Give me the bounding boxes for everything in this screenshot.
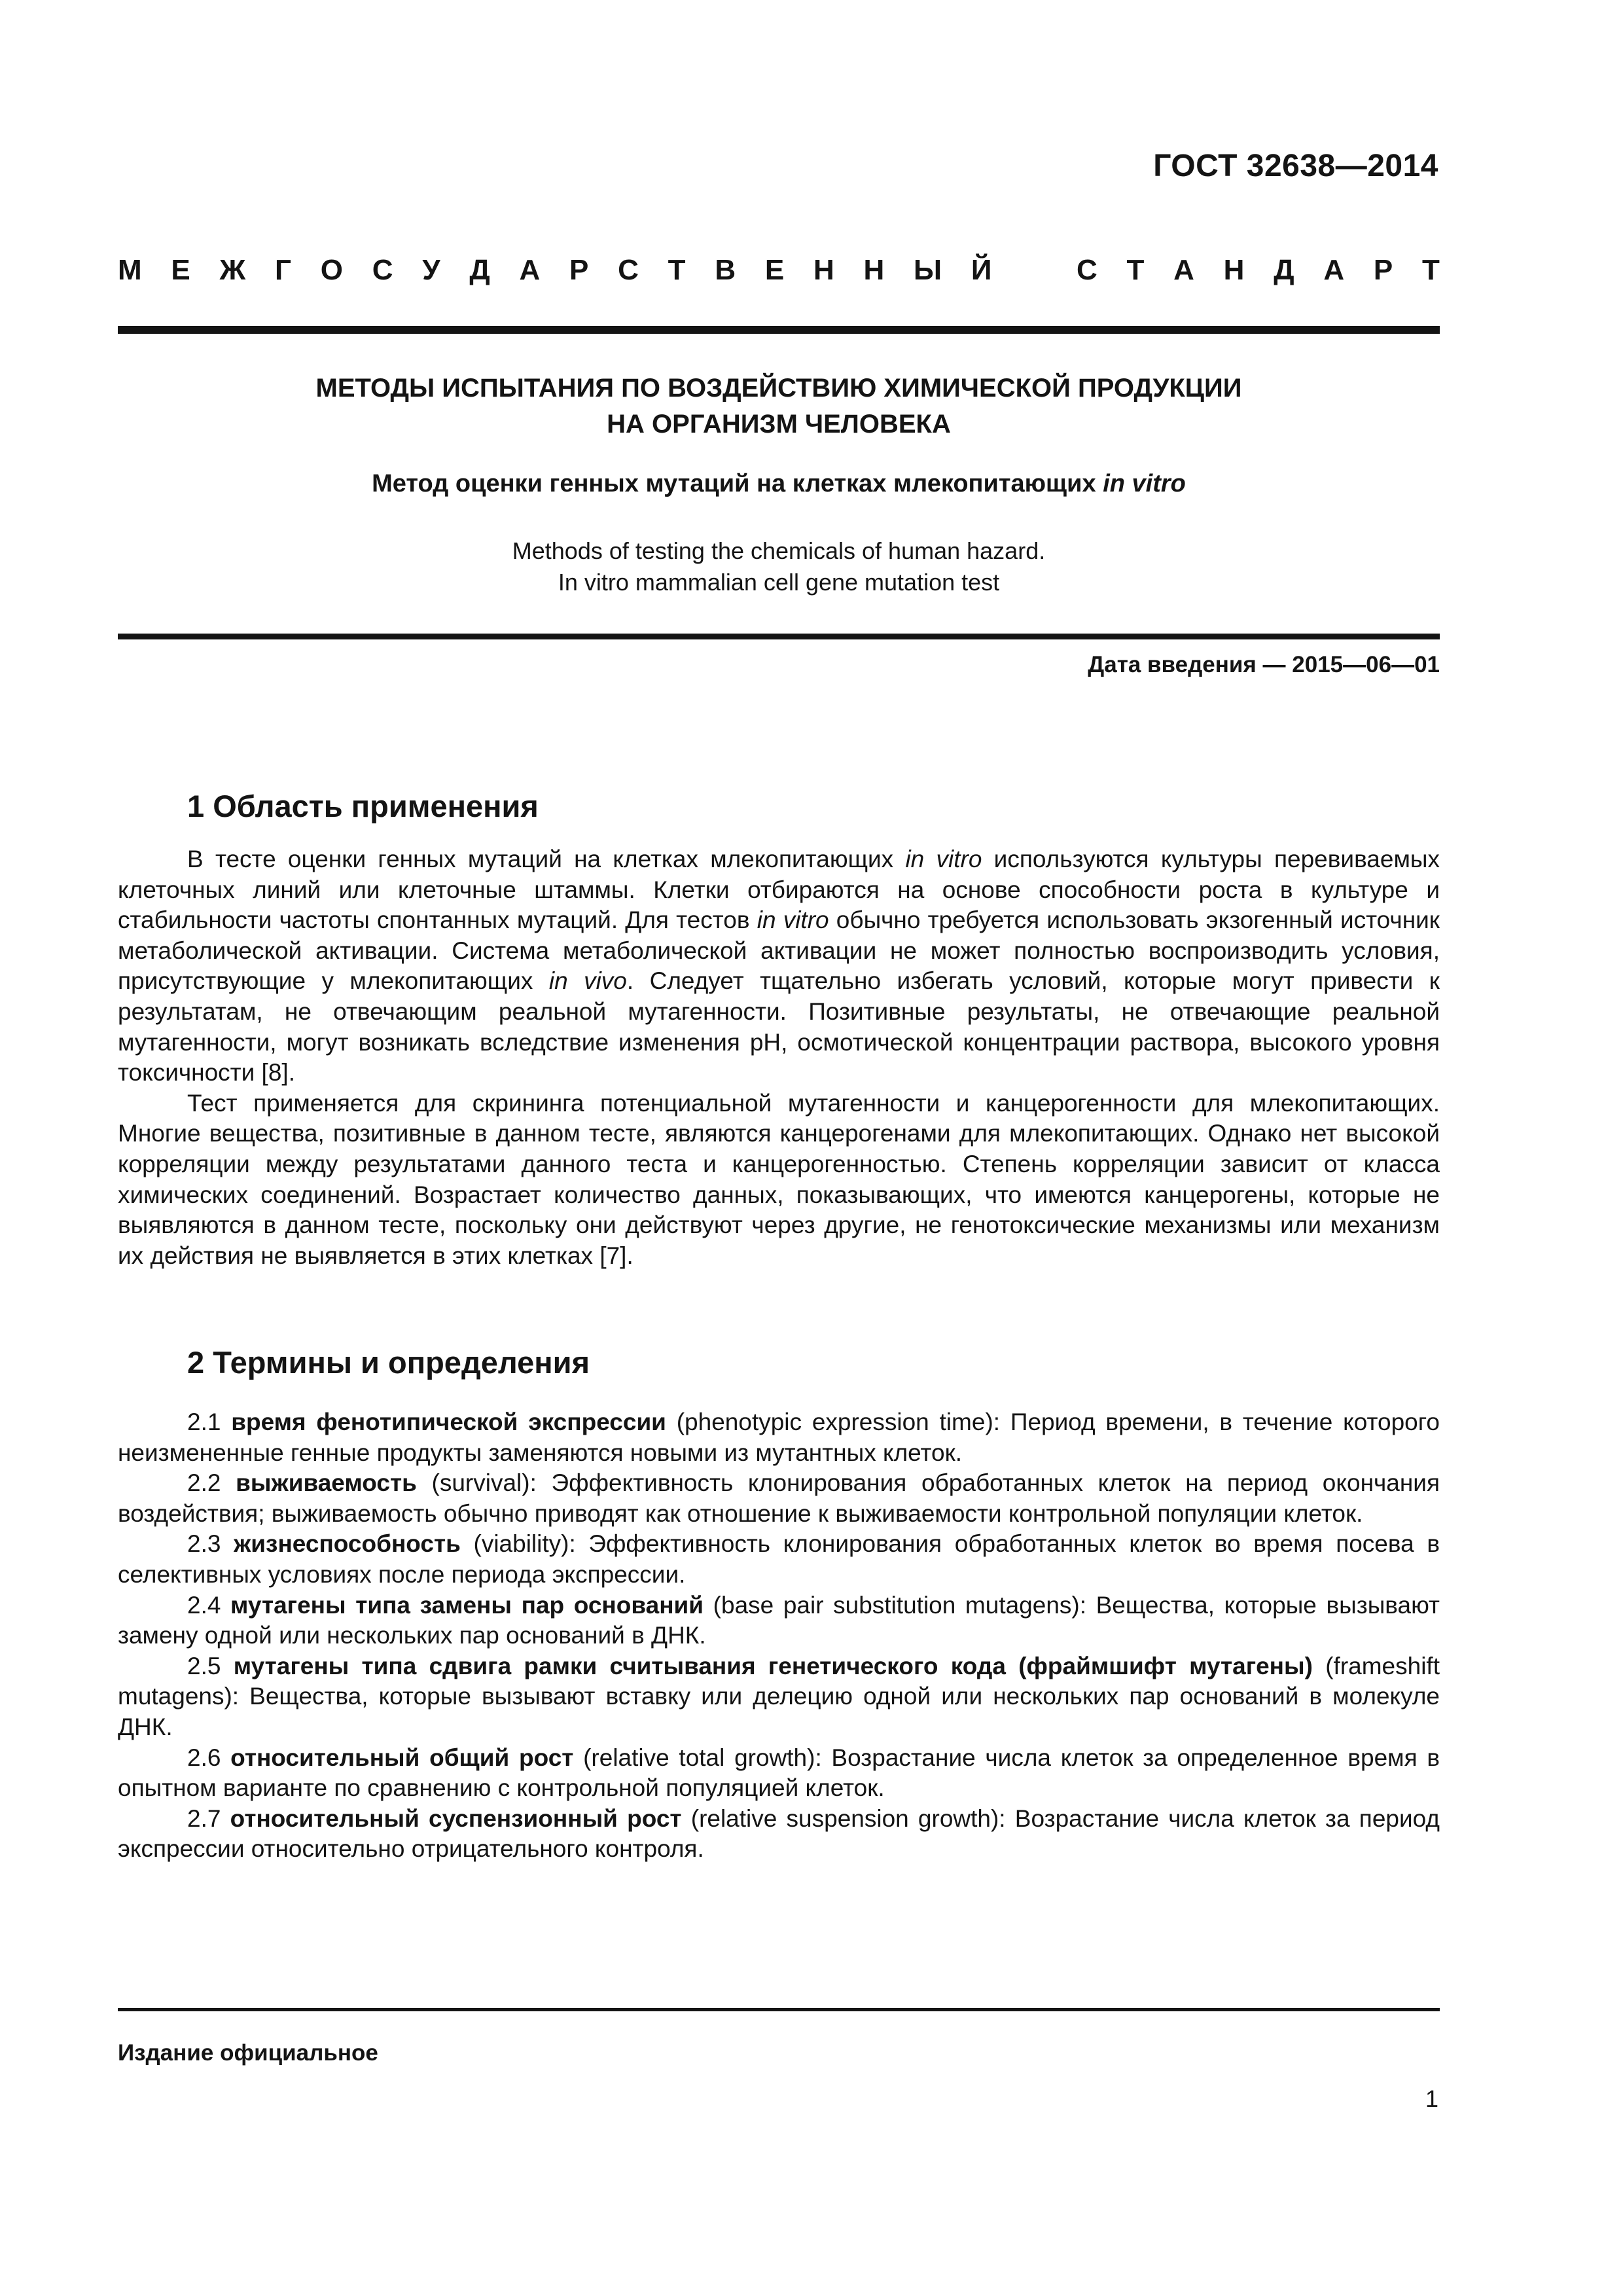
subtitle-italic: in vitro (1103, 470, 1186, 497)
section-body (118, 1407, 1440, 1865)
banner-letter: А (519, 254, 541, 286)
text-run: обычно требуется использовать экзогенный источник метаболической активации. Система метаболической активации не может полностью воспроизводить условия, присутствующие у млекопитающих (118, 906, 1440, 995)
banner-letter: Г (275, 254, 291, 286)
banner-letter: С (372, 254, 393, 286)
english-title-line-1: Methods of testing the chemicals of human hazard. (512, 537, 1046, 564)
banner-letter: Т (1126, 254, 1145, 286)
banner-letter: Р (1373, 254, 1393, 286)
banner-letter: Т (1421, 254, 1440, 286)
text-run: Тест применяется для скрининга потенциальной мутагенности и канцерогенности для млекопитающих. Многие вещества, позитивные в данном тесте, являются канцерогенами для млекопитающих. Однако нет высокой корреляции между результатами данного теста и канцерогенностью. Степень корреляции зависит от класса химических соединений. Возрастает количество данных, показывающих, что имеются канцерогены, которые не выявляются в данном тесте, поскольку они действуют через другие, не генотоксические механизмы или механизм их действия не выявляется в этих клетках [7]. (118, 1089, 1440, 1269)
middle-divider (118, 634, 1440, 639)
term: относительный суспензионный рост (230, 1804, 682, 1832)
banner-letter: Д (469, 254, 490, 286)
definition-paragraph (118, 1468, 1440, 1529)
document-subtitle (118, 470, 1440, 498)
banner-letter: Н (813, 254, 834, 286)
term: мутагены типа сдвига рамки считывания генетического кода (фраймшифт мутагены) (233, 1652, 1313, 1679)
text-run: (survival): Эффективность клонирования обработанных клеток на период окончания воздействия; выживаемость обычно приводят как отношение к выживаемости контрольной популяции клеток. (118, 1469, 1440, 1527)
text-run: 2.3 (187, 1530, 234, 1558)
footer-divider (118, 2008, 1440, 2011)
banner-letter: М (118, 254, 142, 286)
term: жизнеспособность (234, 1530, 461, 1558)
banner-letter: Т (668, 254, 686, 286)
text-run: 2.5 (187, 1652, 234, 1679)
term: мутагены типа замены пар оснований (230, 1591, 704, 1619)
banner-letter: У (422, 254, 440, 286)
term: время фенотипической экспрессии (231, 1408, 666, 1435)
text-run: (relative suspension growth): Возрастание числа клеток за период экспрессии относительно отрицательного контроля. (118, 1804, 1440, 1863)
banner-letter: Е (171, 254, 190, 286)
title-line-1: МЕТОДЫ ИСПЫТАНИЯ ПО ВОЗДЕЙСТВИЮ ХИМИЧЕСКОЙ ПРОДУКЦИИ (315, 374, 1242, 403)
banner-letter: С (1076, 254, 1097, 286)
edition-note: Издание официальное (118, 2040, 378, 2066)
section-body (118, 844, 1440, 1271)
text-run: 2.1 (187, 1408, 232, 1435)
definition-paragraph (118, 1590, 1440, 1651)
italic-term: in vitro (757, 906, 829, 934)
italic-term: in vivo (548, 967, 627, 995)
text-run: (phenotypic expression time): Период времени, в течение которого неизмененные генные продукты заменяются новыми из мутантных клеток. (118, 1408, 1440, 1466)
banner-letter: А (1323, 254, 1345, 286)
text-run: 2.6 (187, 1744, 231, 1771)
body-paragraph (118, 844, 1440, 1088)
section-heading: 1 Область применения (187, 789, 539, 823)
top-divider (118, 326, 1440, 334)
banner-letter: Н (863, 254, 885, 286)
introduction-date: Дата введения — 2015—06—01 (1088, 652, 1440, 677)
text-run: 2.7 (187, 1804, 230, 1832)
english-title (118, 535, 1440, 598)
document-code: ГОСТ 32638—2014 (1153, 149, 1438, 183)
title-line-2: НА ОРГАНИЗМ ЧЕЛОВЕКА (607, 410, 951, 439)
banner-letter: Д (1274, 254, 1294, 286)
banner-letter: Й (971, 254, 992, 286)
text-run: (frameshift mutagens): Вещества, которые вызывают вставку или делецию одной или нескольких пар оснований в молекуле ДНК. (118, 1652, 1440, 1740)
definition-paragraph (118, 1743, 1440, 1804)
banner-gap (1021, 254, 1047, 287)
english-title-line-2: In vitro mammalian cell gene mutation test (558, 569, 1000, 596)
banner-letter: Н (1223, 254, 1245, 286)
text-run: используются культуры перевиваемых клеточных линий или клеточные штаммы. Клетки отбираются на основе способности роста в культуре и стабильности частоты спонтанных мутаций. Для тестов (118, 846, 1440, 934)
banner-letter: С (618, 254, 639, 286)
standard-banner (118, 254, 1440, 287)
banner-letter: О (320, 254, 343, 286)
text-run: . Следует тщательно избегать условий, которые могут привести к результатам, не отвечающим реальной мутагенности. Позитивные результаты, не отвечающие реальной мутагенности, могут возникать вследствие изменения pH, осмотической концентрации раствора, высокого уровня токсичности [8]. (118, 967, 1440, 1086)
definition-paragraph (118, 1804, 1440, 1865)
term: выживаемость (236, 1469, 417, 1497)
text-run: (base pair substitution mutagens): Вещества, которые вызывают замену одной или нескольких пар оснований в ДНК. (118, 1591, 1440, 1649)
definition-paragraph (118, 1529, 1440, 1590)
page-number: 1 (1425, 2085, 1438, 2112)
banner-letter: А (1173, 254, 1194, 286)
banner-letter: Ы (914, 254, 942, 286)
banner-letter: Е (764, 254, 785, 286)
body-paragraph (118, 1088, 1440, 1272)
banner-letter: Ж (219, 254, 246, 286)
italic-term: in vitro (905, 846, 982, 872)
text-run: 2.4 (187, 1591, 231, 1619)
banner-letter: Р (569, 254, 589, 286)
term: относительный общий рост (230, 1744, 574, 1771)
section-heading: 2 Термины и определения (187, 1345, 590, 1380)
text-run: (relative total growth): Возрастание числа клеток за определенное время в опытном варианте по сравнению с контрольной популяцией клеток. (118, 1744, 1440, 1802)
text-run: 2.2 (187, 1469, 236, 1497)
definition-paragraph (118, 1651, 1440, 1743)
text-run: (viability): Эффективность клонирования обработанных клеток во время посева в селективных условиях после периода экспрессии. (118, 1530, 1440, 1588)
subtitle-text: Метод оценки генных мутаций на клетках млекопитающих (372, 470, 1103, 497)
text-run: В тесте оценки генных мутаций на клетках млекопитающих (187, 846, 906, 872)
definition-paragraph (118, 1407, 1440, 1468)
document-title (118, 370, 1440, 442)
banner-letter: В (715, 254, 736, 286)
